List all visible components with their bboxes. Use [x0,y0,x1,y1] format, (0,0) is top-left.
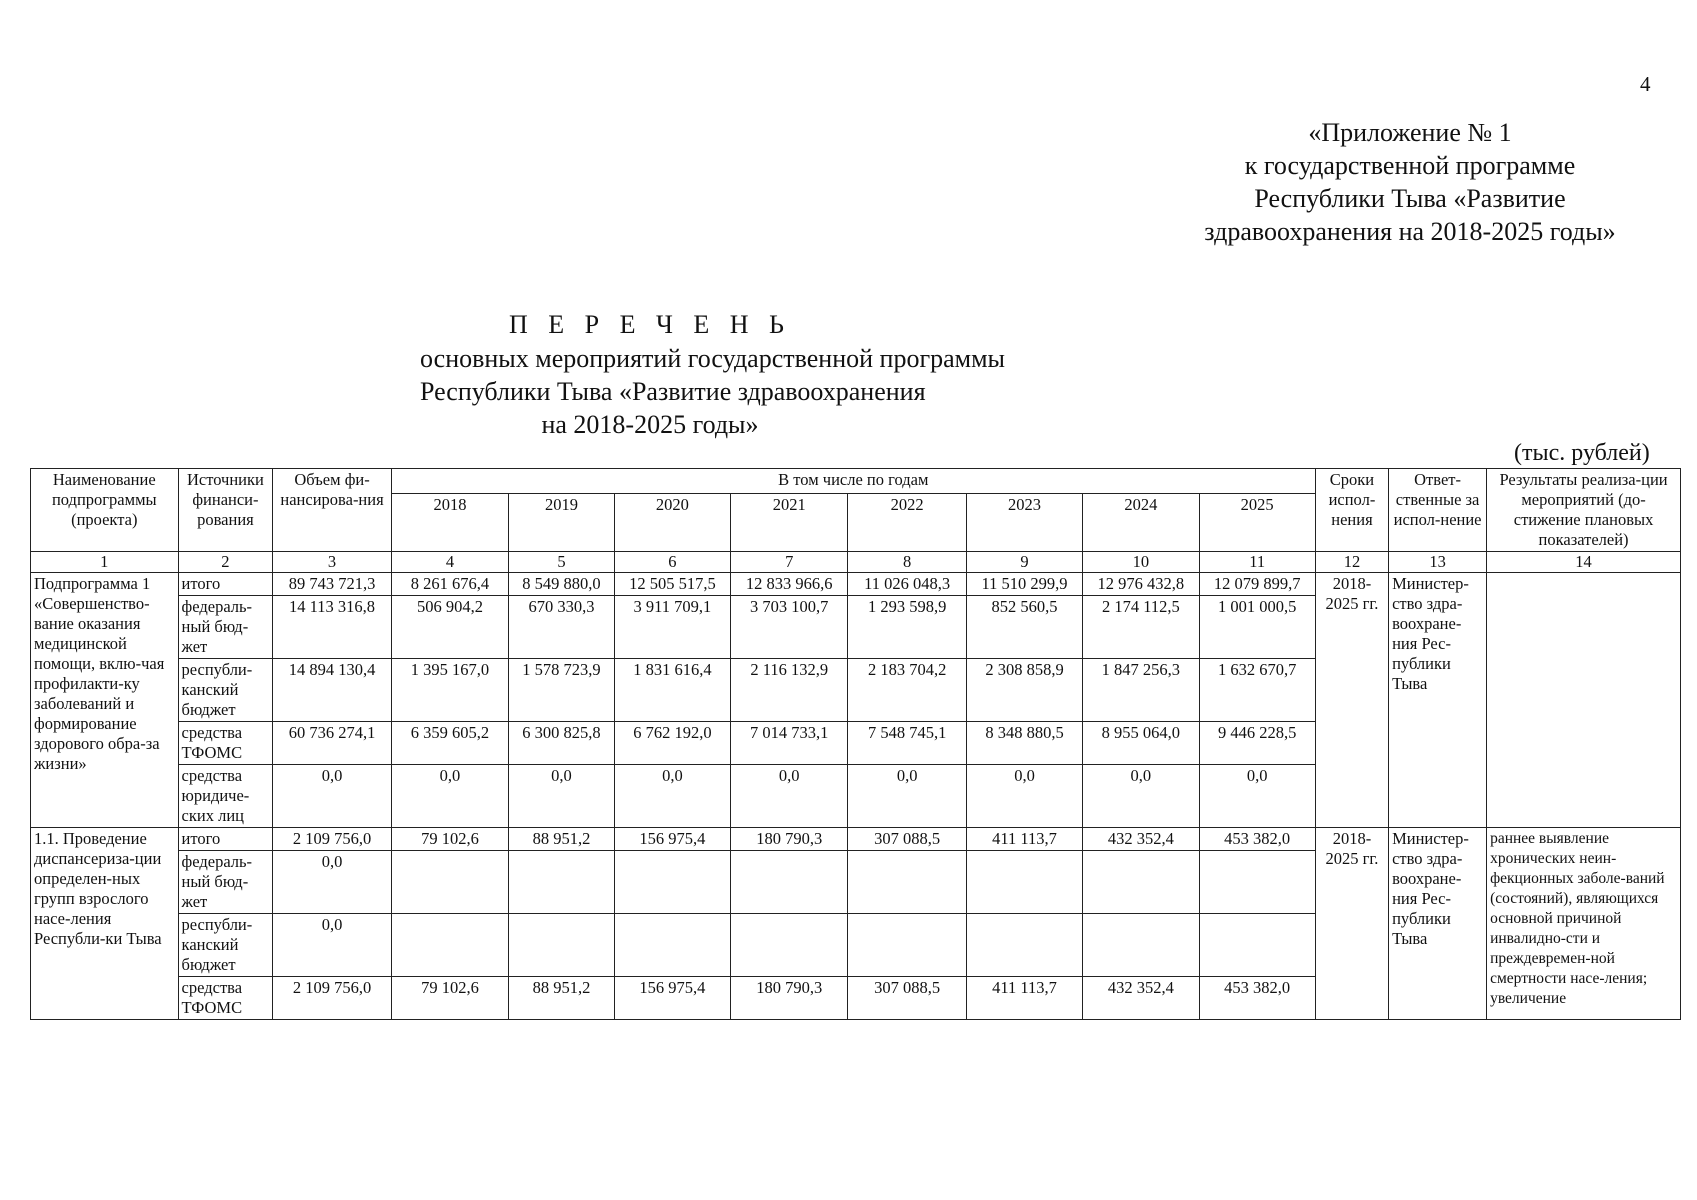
year-value: 852 560,5 [966,596,1082,659]
year-value [1199,851,1315,914]
year-value [1083,914,1199,977]
header-sources: Источники финанси-рования [178,469,273,552]
header-year: 2025 [1199,494,1315,552]
appendix-reference [1160,116,1660,248]
page-number: 4 [1640,72,1651,96]
year-value: 11 026 048,3 [848,573,966,596]
source-cell: федераль-ный бюд-жет [178,596,273,659]
year-value: 0,0 [848,765,966,828]
year-value: 1 847 256,3 [1083,659,1199,722]
year-value: 453 382,0 [1199,977,1315,1020]
year-value: 156 975,4 [614,977,730,1020]
document-title [420,308,1006,441]
year-value [966,914,1082,977]
year-value: 1 293 598,9 [848,596,966,659]
year-value: 0,0 [391,765,508,828]
volume-cell: 60 736 274,1 [273,722,391,765]
year-value: 432 352,4 [1083,977,1199,1020]
volume-cell: 0,0 [273,851,391,914]
header-year: 2023 [966,494,1082,552]
header-by-years: В том числе по годам [391,469,1315,494]
year-value [966,851,1082,914]
year-value: 0,0 [1199,765,1315,828]
year-value: 0,0 [509,765,615,828]
year-value: 307 088,5 [848,828,966,851]
year-value: 0,0 [731,765,848,828]
year-value: 79 102,6 [391,828,508,851]
year-value: 432 352,4 [1083,828,1199,851]
volume-cell: 0,0 [273,765,391,828]
title-line: на 2018-2025 годы» [541,410,759,439]
year-value: 8 955 064,0 [1083,722,1199,765]
column-number: 5 [509,552,615,573]
responsible-cell: Министер-ство здра-воохране-ния Рес-публики Тыва [1389,573,1487,828]
year-value: 670 330,3 [509,596,615,659]
terms-cell: 2018-2025 гг. [1315,828,1388,1020]
year-value: 2 174 112,5 [1083,596,1199,659]
table-row [31,828,1681,851]
column-number: 2 [178,552,273,573]
year-value: 79 102,6 [391,977,508,1020]
year-value: 2 183 704,2 [848,659,966,722]
year-value: 88 951,2 [509,977,615,1020]
volume-cell: 14 894 130,4 [273,659,391,722]
source-cell: средства юридиче-ских лиц [178,765,273,828]
results-cell: раннее выявление хронических неин-фекционных заболе-ваний (состояний), являющихся основной причиной инвалидно-сти и преждевремен-ной смертности насе-ления; увеличение [1487,828,1681,1020]
year-value [731,914,848,977]
title-heading: П Е Р Е Ч Е Н Ь [509,310,791,339]
year-value: 88 951,2 [509,828,615,851]
year-value: 411 113,7 [966,977,1082,1020]
year-value: 1 395 167,0 [391,659,508,722]
column-number: 4 [391,552,508,573]
terms-cell: 2018-2025 гг. [1315,573,1388,828]
volume-cell: 0,0 [273,914,391,977]
column-number: 10 [1083,552,1199,573]
source-cell: федераль-ный бюд-жет [178,851,273,914]
column-number: 7 [731,552,848,573]
measure-name: 1.1. Проведение диспансеризa-ции определен-ных групп взрослого насе-ления Республи-ки Тыва [31,828,179,1020]
header-volume: Объем фи-нансирова-ния [273,469,391,552]
year-value: 8 549 880,0 [509,573,615,596]
appendix-line: здравоохранения на 2018-2025 годы» [1204,217,1616,246]
year-value [1199,914,1315,977]
year-value: 506 904,2 [391,596,508,659]
year-value: 453 382,0 [1199,828,1315,851]
header-year: 2018 [391,494,508,552]
source-cell: средства ТФОМС [178,722,273,765]
source-cell: итого [178,573,273,596]
volume-cell: 2 109 756,0 [273,828,391,851]
year-value: 180 790,3 [731,977,848,1020]
table-header-row [31,469,1681,494]
year-value: 1 578 723,9 [509,659,615,722]
year-value: 12 505 517,5 [614,573,730,596]
year-value: 8 261 676,4 [391,573,508,596]
year-value: 6 300 825,8 [509,722,615,765]
header-year: 2021 [731,494,848,552]
column-number: 8 [848,552,966,573]
year-value: 3 911 709,1 [614,596,730,659]
year-value: 180 790,3 [731,828,848,851]
year-value: 0,0 [1083,765,1199,828]
header-terms: Сроки испол-нения [1315,469,1388,552]
year-value: 1 001 000,5 [1199,596,1315,659]
column-number: 14 [1487,552,1681,573]
year-value: 411 113,7 [966,828,1082,851]
year-value: 307 088,5 [848,977,966,1020]
column-number: 6 [614,552,730,573]
year-value: 1 831 616,4 [614,659,730,722]
title-line: основных мероприятий государственной программы [420,344,1006,373]
source-cell: республи-канский бюджет [178,659,273,722]
year-value: 6 762 192,0 [614,722,730,765]
year-value [614,851,730,914]
year-value [614,914,730,977]
year-value: 156 975,4 [614,828,730,851]
column-number: 3 [273,552,391,573]
year-value: 3 703 100,7 [731,596,848,659]
appendix-line: к государственной программе [1244,151,1576,180]
year-value [848,914,966,977]
year-value [848,851,966,914]
year-value: 9 446 228,5 [1199,722,1315,765]
source-cell: итого [178,828,273,851]
column-number: 12 [1315,552,1388,573]
year-value [509,851,615,914]
source-cell: средства ТФОМС [178,977,273,1020]
appendix-line: Республики Тыва «Развитие [1254,184,1566,213]
header-year: 2024 [1083,494,1199,552]
year-value: 2 116 132,9 [731,659,848,722]
measures-table [30,468,1681,1020]
column-number-row [31,552,1681,573]
header-year: 2020 [614,494,730,552]
appendix-line: «Приложение № 1 [1308,118,1512,147]
source-cell: республи-канский бюджет [178,914,273,977]
title-line: Республики Тыва «Развитие здравоохранения [420,377,926,406]
column-number: 9 [966,552,1082,573]
column-number: 11 [1199,552,1315,573]
volume-cell: 89 743 721,3 [273,573,391,596]
responsible-cell: Министер-ство здра-воохране-ния Рес-публики Тыва [1389,828,1487,1020]
year-value: 8 348 880,5 [966,722,1082,765]
year-value [391,851,508,914]
year-value [1083,851,1199,914]
year-value [509,914,615,977]
header-year: 2019 [509,494,615,552]
volume-cell: 14 113 316,8 [273,596,391,659]
year-value: 2 308 858,9 [966,659,1082,722]
year-value: 7 548 745,1 [848,722,966,765]
column-number: 13 [1389,552,1487,573]
year-value [731,851,848,914]
header-name: Наименование подпрограммы (проекта) [31,469,179,552]
year-value: 7 014 733,1 [731,722,848,765]
year-value: 11 510 299,9 [966,573,1082,596]
year-value: 12 833 966,6 [731,573,848,596]
year-value: 0,0 [614,765,730,828]
results-cell [1487,573,1681,828]
header-responsible: Ответ-ственные за испол-нение [1389,469,1487,552]
year-value: 1 632 670,7 [1199,659,1315,722]
column-number: 1 [31,552,179,573]
year-value [391,914,508,977]
header-year: 2022 [848,494,966,552]
year-value: 0,0 [966,765,1082,828]
volume-cell: 2 109 756,0 [273,977,391,1020]
year-value: 12 079 899,7 [1199,573,1315,596]
header-results: Результаты реализа-ции мероприятий (до-стижение плановых показателей) [1487,469,1681,552]
table-row [31,573,1681,596]
units-label: (тыс. рублей) [1514,440,1650,466]
year-value: 6 359 605,2 [391,722,508,765]
subprogram-name: Подпрограмма 1 «Совершенство-вание оказания медицинской помощи, вклю-чая профилакти-ку заболеваний и формирование здорового обра-за жизни» [31,573,179,828]
year-value: 12 976 432,8 [1083,573,1199,596]
